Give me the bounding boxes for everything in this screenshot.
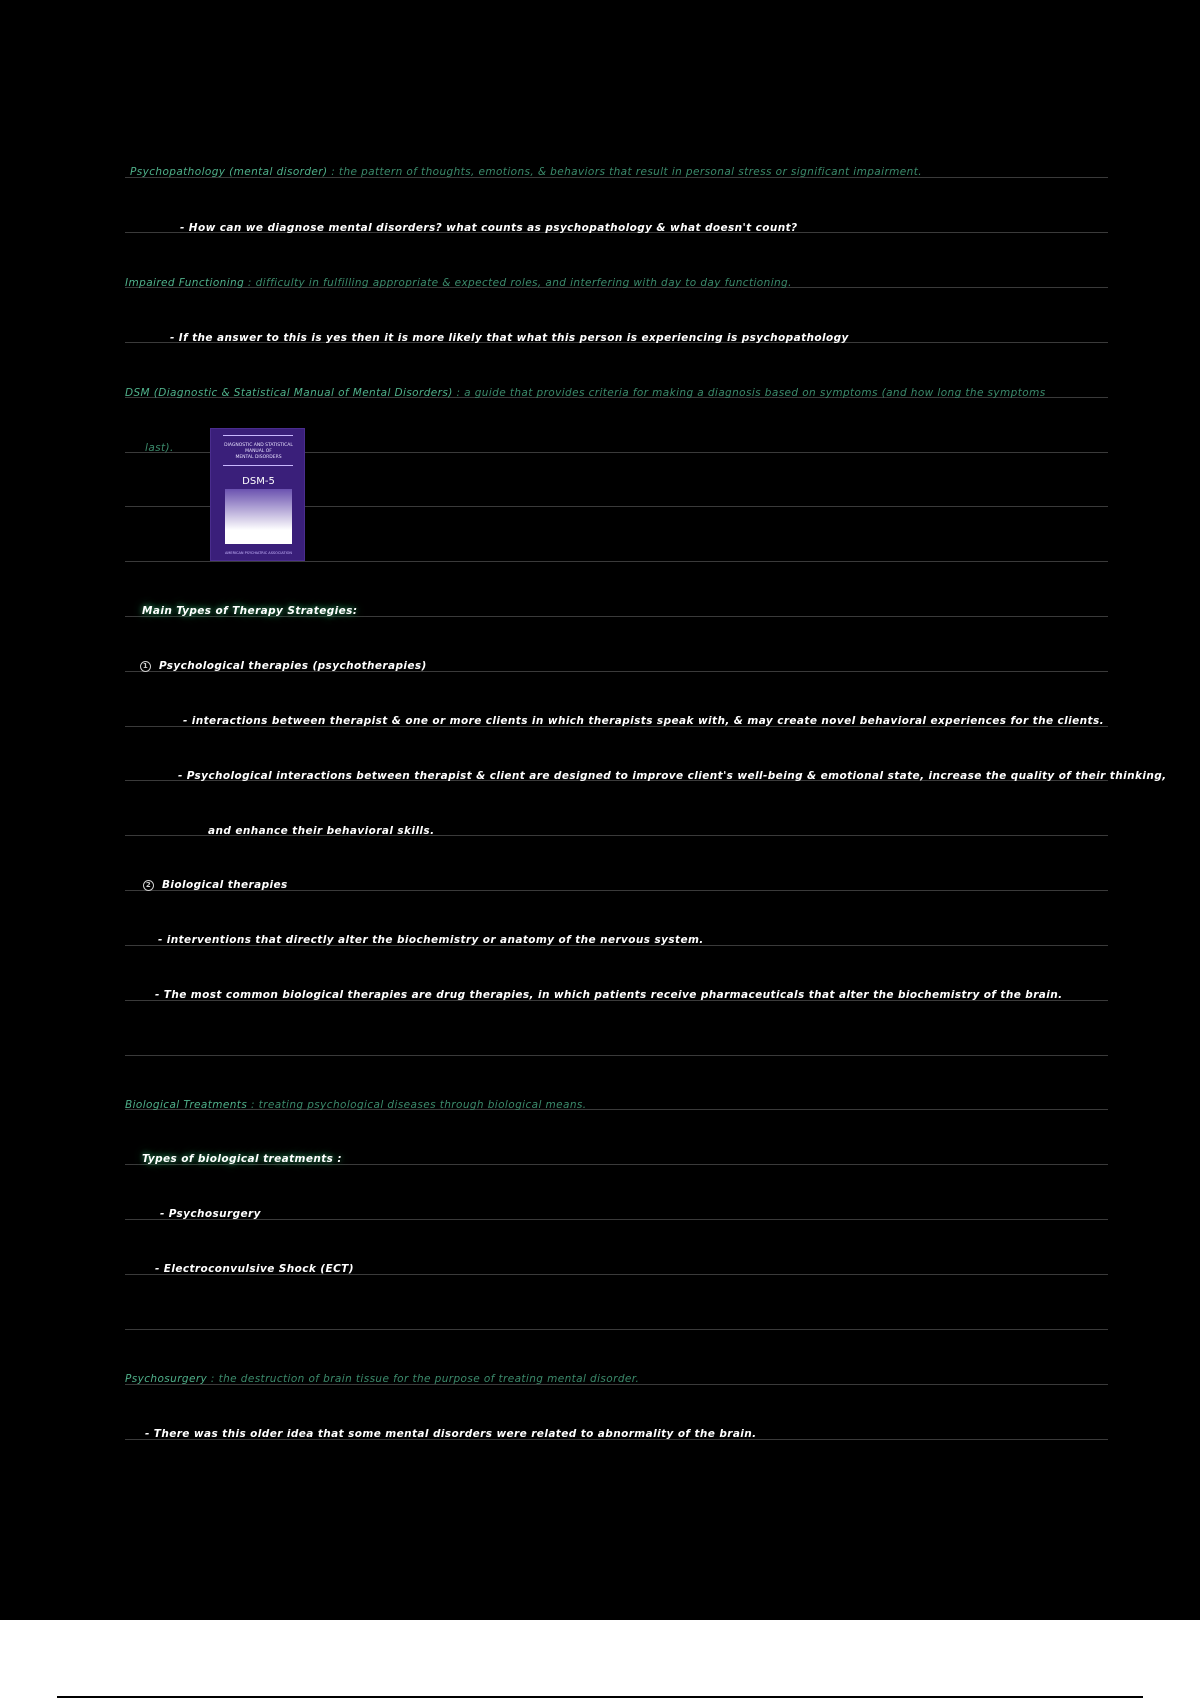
heading-text: Main Types of Therapy Strategies: [142,605,358,617]
bullet: - [155,989,160,1001]
treatment-item [160,1208,261,1220]
note-text: interactions between therapist & one or more clients in which therapists speak with, & may create novel behavioral experiences for the clients. [191,715,1105,727]
therapy-detail [155,989,1063,1001]
cover-rule [223,465,293,466]
term-label: Psychosurgery [125,1373,208,1385]
note-text: The most common biological therapies are drug therapies, in which patients receive pharmaceuticals that alter the biochemistry of the brain. [163,989,1063,1001]
therapy-detail [158,934,704,946]
bullet: - [158,934,163,946]
cover-title: DSM-5 [242,476,275,487]
heading-text: Types of biological treatments : [142,1153,342,1165]
term-definition: : a guide that provides criteria for making a diagnosis based on symptoms (and how long the symptoms [456,387,1046,399]
definition-biological-treatments [125,1099,587,1111]
note-text: and enhance their behavioral skills. [208,825,435,837]
treatment-item [155,1263,354,1275]
note-answer [170,332,849,344]
therapy-detail-continued [208,825,434,837]
definition-dsm [125,387,1046,399]
therapy-detail [183,715,1104,727]
bullet: - [178,770,183,782]
page-bottom-divider [57,1696,1143,1698]
cover-text: DIAGNOSTIC AND STATISTICAL [224,443,293,448]
ruled-line [125,1055,1108,1056]
term-definition: : the destruction of brain tissue for the purpose of treating mental disorder. [210,1373,640,1385]
cover-text: MANUAL OF [245,449,272,454]
note-question [180,222,798,234]
section-heading-therapy [138,603,361,619]
note-text: interventions that directly alter the biochemistry or anatomy of the nervous system. [166,934,704,946]
psychosurgery-detail [145,1428,757,1440]
cover-rule [223,435,293,436]
term-definition: : difficulty in fulfilling appropriate & expected roles, and interfering with day to day functioning. [247,277,792,289]
bullet: - [160,1208,165,1220]
ruled-line [125,1329,1108,1330]
term-definition: : treating psychological diseases through biological means. [250,1099,587,1111]
ruled-line [125,561,1108,562]
section-heading-biological-types [138,1151,346,1167]
bullet: - [170,332,175,344]
definition-psychopathology [130,166,922,178]
term-label: Biological Treatments [125,1099,248,1111]
definition-impaired-functioning [125,277,792,289]
cover-artwork [225,489,292,544]
note-text: How can we diagnose mental disorders? what counts as psychopathology & what doesn't count? [188,222,798,234]
therapy-title: Biological therapies [162,879,288,891]
therapy-title: Psychological therapies (psychotherapies) [159,660,427,672]
dsm5-book-cover-image [210,428,305,561]
definition-dsm-continued [145,442,174,454]
term-definition: : the pattern of thoughts, emotions, & behaviors that result in personal stress or significant impairment. [331,166,922,178]
note-text: If the answer to this is yes then it is more likely that what this person is experiencing is psychopathology [178,332,849,344]
numbered-circle-icon: 1 [140,661,151,672]
term-label: DSM (Diagnostic & Statistical Manual of Mental Disorders) [125,387,453,399]
bullet: - [180,222,185,234]
cover-text: MENTAL DISORDERS [235,455,282,460]
term-label: Impaired Functioning [125,277,245,289]
cover-publisher: AMERICAN PSYCHIATRIC ASSOCIATION [224,551,293,555]
note-text: Electroconvulsive Shock (ECT) [163,1263,354,1275]
bullet: - [183,715,188,727]
therapy-item-psychological [140,660,427,672]
bullet: - [145,1428,150,1440]
term-label: Psychopathology (mental disorder) [130,166,328,178]
therapy-detail [178,770,1167,782]
ruled-line [125,1219,1108,1220]
note-text: There was this older idea that some mental disorders were related to abnormality of the brain. [153,1428,757,1440]
term-definition: last). [145,442,174,454]
bullet: - [155,1263,160,1275]
numbered-circle-icon: 2 [143,880,154,891]
note-text: Psychosurgery [168,1208,261,1220]
therapy-item-biological [143,879,288,891]
note-text: Psychological interactions between therapist & client are designed to improve client's well-being & emotional state, increase the quality of their thinking, [186,770,1167,782]
definition-psychosurgery [125,1373,639,1385]
